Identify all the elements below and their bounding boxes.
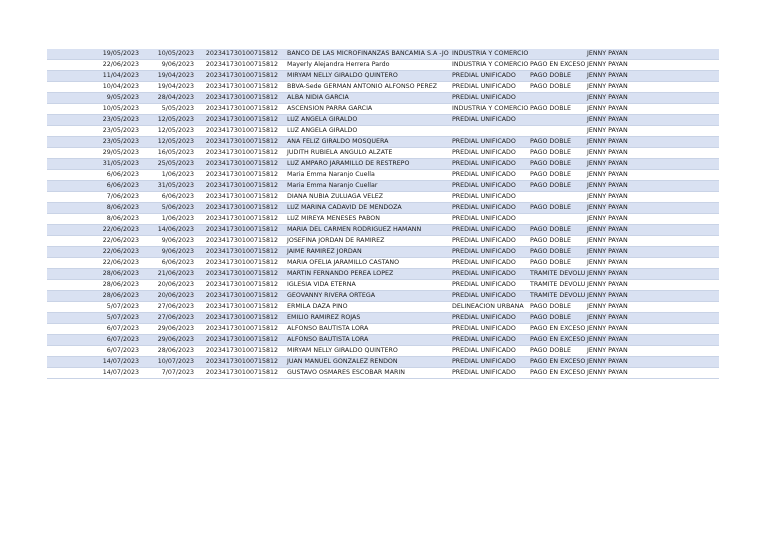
cell-document-date[interactable]: 9/06/2023: [141, 236, 196, 247]
cell-file-number[interactable]: 202341730100715812: [196, 302, 282, 313]
cell-request-type[interactable]: PAGO EN EXCESO: [530, 335, 585, 346]
cell-assigned-to[interactable]: JENNY PAYAN: [585, 258, 647, 269]
cell-tax-type[interactable]: PREDIAL UNIFICADO: [452, 225, 530, 236]
cell-assigned-to[interactable]: JENNY PAYAN: [585, 192, 647, 203]
cell-assigned-to[interactable]: JENNY PAYAN: [585, 302, 647, 313]
cell-assigned-to[interactable]: JENNY PAYAN: [585, 236, 647, 247]
table-row[interactable]: [47, 258, 719, 269]
cell-request-type[interactable]: [530, 126, 585, 137]
cell-assigned-to[interactable]: JENNY PAYAN: [585, 148, 647, 159]
cell-taxpayer-name[interactable]: DIANA NUBIA ZULUAGA VELEZ: [282, 192, 452, 203]
cell-file-number[interactable]: 202341730100715812: [196, 192, 282, 203]
cell-file-number[interactable]: 202341730100715812: [196, 82, 282, 93]
table-row[interactable]: [47, 236, 719, 247]
table-row[interactable]: [47, 192, 719, 203]
table-row[interactable]: [47, 280, 719, 291]
cell-file-number[interactable]: 202341730100715812: [196, 335, 282, 346]
cell-empty[interactable]: [647, 159, 719, 170]
cell-radicado-date[interactable]: 10/04/2023: [47, 82, 141, 93]
cell-request-type[interactable]: PAGO DOBLE: [530, 258, 585, 269]
cell-empty[interactable]: [647, 104, 719, 115]
cell-assigned-to[interactable]: JENNY PAYAN: [585, 159, 647, 170]
cell-document-date[interactable]: 6/06/2023: [141, 192, 196, 203]
cell-empty[interactable]: [647, 137, 719, 148]
cell-request-type[interactable]: TRAMITE DEVOLU: [530, 269, 585, 280]
cell-request-type[interactable]: [530, 115, 585, 126]
cell-taxpayer-name[interactable]: BANCO DE LAS MICROFINANZAS BANCAMIA S.A -JO: [282, 49, 452, 60]
cell-tax-type[interactable]: PREDIAL UNIFICADO: [452, 137, 530, 148]
records-table-body: [47, 49, 719, 379]
cell-tax-type[interactable]: DELINEACION URBANA: [452, 302, 530, 313]
cell-empty[interactable]: [647, 148, 719, 159]
table-row[interactable]: [47, 148, 719, 159]
table-row[interactable]: [47, 181, 719, 192]
cell-taxpayer-name[interactable]: LUZ MIREYA MENESES PABON: [282, 214, 452, 225]
cell-document-date[interactable]: 9/06/2023: [141, 247, 196, 258]
cell-assigned-to[interactable]: JENNY PAYAN: [585, 115, 647, 126]
cell-taxpayer-name[interactable]: MARIA DEL CARMEN RODRIGUEZ HAMANN: [282, 225, 452, 236]
cell-tax-type[interactable]: INDUSTRIA Y COMERCIO: [452, 49, 530, 60]
cell-file-number[interactable]: 202341730100715812: [196, 313, 282, 324]
cell-assigned-to[interactable]: JENNY PAYAN: [585, 225, 647, 236]
cell-radicado-date[interactable]: 5/07/2023: [47, 302, 141, 313]
table-row[interactable]: [47, 225, 719, 236]
cell-empty[interactable]: [647, 236, 719, 247]
cell-file-number[interactable]: 202341730100715812: [196, 280, 282, 291]
cell-file-number[interactable]: 202341730100715812: [196, 214, 282, 225]
cell-assigned-to[interactable]: JENNY PAYAN: [585, 104, 647, 115]
cell-taxpayer-name[interactable]: ALBA NIDIA GARCIA: [282, 93, 452, 104]
table-row[interactable]: [47, 93, 719, 104]
cell-request-type[interactable]: PAGO DOBLE: [530, 159, 585, 170]
cell-document-date[interactable]: 27/06/2023: [141, 302, 196, 313]
cell-file-number[interactable]: 202341730100715812: [196, 181, 282, 192]
cell-request-type[interactable]: [530, 49, 585, 60]
cell-radicado-date[interactable]: 23/05/2023: [47, 126, 141, 137]
cell-tax-type[interactable]: PREDIAL UNIFICADO: [452, 170, 530, 181]
cell-tax-type[interactable]: PREDIAL UNIFICADO: [452, 324, 530, 335]
cell-radicado-date[interactable]: 28/06/2023: [47, 269, 141, 280]
table-row[interactable]: [47, 137, 719, 148]
table-row[interactable]: [47, 368, 719, 379]
cell-empty[interactable]: [647, 258, 719, 269]
cell-taxpayer-name[interactable]: LUZ MARINA CADAVID DE MENDOZA: [282, 203, 452, 214]
cell-assigned-to[interactable]: JENNY PAYAN: [585, 313, 647, 324]
cell-file-number[interactable]: 202341730100715812: [196, 93, 282, 104]
cell-radicado-date[interactable]: 11/04/2023: [47, 71, 141, 82]
table-row[interactable]: [47, 269, 719, 280]
cell-tax-type[interactable]: PREDIAL UNIFICADO: [452, 159, 530, 170]
cell-assigned-to[interactable]: JENNY PAYAN: [585, 346, 647, 357]
cell-empty[interactable]: [647, 93, 719, 104]
cell-taxpayer-name[interactable]: LUZ ANGELA GIRALDO: [282, 126, 452, 137]
cell-taxpayer-name[interactable]: EMILIO RAMIREZ ROJAS: [282, 313, 452, 324]
cell-document-date[interactable]: 29/06/2023: [141, 324, 196, 335]
cell-document-date[interactable]: 27/06/2023: [141, 313, 196, 324]
cell-tax-type[interactable]: PREDIAL UNIFICADO: [452, 346, 530, 357]
cell-assigned-to[interactable]: JENNY PAYAN: [585, 280, 647, 291]
table-row[interactable]: [47, 203, 719, 214]
cell-tax-type[interactable]: INDUSTRIA Y COMERCIO: [452, 104, 530, 115]
cell-radicado-date[interactable]: 22/06/2023: [47, 258, 141, 269]
cell-document-date[interactable]: 25/05/2023: [141, 159, 196, 170]
table-row[interactable]: [47, 115, 719, 126]
cell-request-type[interactable]: TRAMITE DEVOLU: [530, 291, 585, 302]
cell-file-number[interactable]: 202341730100715812: [196, 137, 282, 148]
table-row[interactable]: [47, 71, 719, 82]
cell-radicado-date[interactable]: 14/07/2023: [47, 357, 141, 368]
cell-tax-type[interactable]: PREDIAL UNIFICADO: [452, 247, 530, 258]
cell-document-date[interactable]: 29/06/2023: [141, 335, 196, 346]
cell-tax-type[interactable]: PREDIAL UNIFICADO: [452, 192, 530, 203]
cell-document-date[interactable]: 31/05/2023: [141, 181, 196, 192]
cell-taxpayer-name[interactable]: JOSEFINA JORDAN DE RAMIREZ: [282, 236, 452, 247]
cell-file-number[interactable]: 202341730100715812: [196, 159, 282, 170]
cell-taxpayer-name[interactable]: MIRYAM NELLY GIRALDO QUINTERO: [282, 346, 452, 357]
cell-taxpayer-name[interactable]: ALFONSO BAUTISTA LORA: [282, 324, 452, 335]
cell-file-number[interactable]: 202341730100715812: [196, 49, 282, 60]
cell-request-type[interactable]: PAGO DOBLE: [530, 82, 585, 93]
cell-document-date[interactable]: 16/05/2023: [141, 148, 196, 159]
cell-empty[interactable]: [647, 280, 719, 291]
cell-document-date[interactable]: 14/06/2023: [141, 225, 196, 236]
cell-tax-type[interactable]: [452, 126, 530, 137]
cell-assigned-to[interactable]: JENNY PAYAN: [585, 291, 647, 302]
cell-radicado-date[interactable]: 23/05/2023: [47, 115, 141, 126]
cell-radicado-date[interactable]: 8/06/2023: [47, 203, 141, 214]
cell-tax-type[interactable]: PREDIAL UNIFICADO: [452, 280, 530, 291]
cell-tax-type[interactable]: INDUSTRIA Y COMERCIO: [452, 60, 530, 71]
cell-taxpayer-name[interactable]: ERMILA DAZA PINO: [282, 302, 452, 313]
cell-request-type[interactable]: PAGO DOBLE: [530, 313, 585, 324]
cell-radicado-date[interactable]: 23/05/2023: [47, 137, 141, 148]
cell-radicado-date[interactable]: 6/07/2023: [47, 324, 141, 335]
cell-empty[interactable]: [647, 82, 719, 93]
cell-file-number[interactable]: 202341730100715812: [196, 357, 282, 368]
cell-empty[interactable]: [647, 115, 719, 126]
cell-taxpayer-name[interactable]: ALFONSO BAUTISTA LORA: [282, 335, 452, 346]
cell-assigned-to[interactable]: JENNY PAYAN: [585, 324, 647, 335]
cell-taxpayer-name[interactable]: LUZ ANGELA GIRALDO: [282, 115, 452, 126]
cell-taxpayer-name[interactable]: LUZ AMPARO JARAMILLO DE RESTREPO: [282, 159, 452, 170]
cell-file-number[interactable]: 202341730100715812: [196, 368, 282, 379]
table-row[interactable]: [47, 49, 719, 60]
cell-tax-type[interactable]: PREDIAL UNIFICADO: [452, 93, 530, 104]
cell-empty[interactable]: [647, 291, 719, 302]
cell-request-type[interactable]: TRAMITE DEVOLU: [530, 280, 585, 291]
cell-document-date[interactable]: 28/04/2023: [141, 93, 196, 104]
cell-tax-type[interactable]: PREDIAL UNIFICADO: [452, 71, 530, 82]
cell-assigned-to[interactable]: JENNY PAYAN: [585, 269, 647, 280]
cell-empty[interactable]: [647, 357, 719, 368]
cell-document-date[interactable]: 1/06/2023: [141, 214, 196, 225]
cell-radicado-date[interactable]: 6/06/2023: [47, 170, 141, 181]
table-row[interactable]: [47, 104, 719, 115]
cell-assigned-to[interactable]: JENNY PAYAN: [585, 126, 647, 137]
table-row[interactable]: [47, 82, 719, 93]
cell-empty[interactable]: [647, 214, 719, 225]
cell-assigned-to[interactable]: JENNY PAYAN: [585, 335, 647, 346]
cell-file-number[interactable]: 202341730100715812: [196, 60, 282, 71]
cell-file-number[interactable]: 202341730100715812: [196, 291, 282, 302]
cell-radicado-date[interactable]: 6/07/2023: [47, 335, 141, 346]
cell-tax-type[interactable]: PREDIAL UNIFICADO: [452, 203, 530, 214]
cell-taxpayer-name[interactable]: MARTIN FERNANDO PEREA LOPEZ: [282, 269, 452, 280]
table-row[interactable]: [47, 357, 719, 368]
cell-assigned-to[interactable]: JENNY PAYAN: [585, 137, 647, 148]
cell-radicado-date[interactable]: 10/05/2023: [47, 104, 141, 115]
cell-radicado-date[interactable]: 22/06/2023: [47, 236, 141, 247]
cell-request-type[interactable]: [530, 93, 585, 104]
cell-taxpayer-name[interactable]: JUAN MANUEL GONZALEZ RENDON: [282, 357, 452, 368]
cell-assigned-to[interactable]: JENNY PAYAN: [585, 49, 647, 60]
cell-document-date[interactable]: 6/06/2023: [141, 258, 196, 269]
table-row[interactable]: [47, 346, 719, 357]
cell-document-date[interactable]: 21/06/2023: [141, 269, 196, 280]
cell-empty[interactable]: [647, 225, 719, 236]
cell-taxpayer-name[interactable]: Maria Emma Naranjo Cuellar: [282, 181, 452, 192]
cell-tax-type[interactable]: PREDIAL UNIFICADO: [452, 368, 530, 379]
cell-radicado-date[interactable]: 29/05/2023: [47, 148, 141, 159]
cell-file-number[interactable]: 202341730100715812: [196, 247, 282, 258]
cell-assigned-to[interactable]: JENNY PAYAN: [585, 181, 647, 192]
table-row[interactable]: [47, 170, 719, 181]
cell-radicado-date[interactable]: 7/06/2023: [47, 192, 141, 203]
cell-radicado-date[interactable]: 28/06/2023: [47, 280, 141, 291]
cell-radicado-date[interactable]: 31/05/2023: [47, 159, 141, 170]
cell-file-number[interactable]: 202341730100715812: [196, 203, 282, 214]
cell-file-number[interactable]: 202341730100715812: [196, 236, 282, 247]
cell-tax-type[interactable]: PREDIAL UNIFICADO: [452, 82, 530, 93]
cell-tax-type[interactable]: PREDIAL UNIFICADO: [452, 236, 530, 247]
cell-request-type[interactable]: PAGO DOBLE: [530, 302, 585, 313]
cell-tax-type[interactable]: PREDIAL UNIFICADO: [452, 148, 530, 159]
cell-taxpayer-name[interactable]: JAIME RAMIREZ JORDAN: [282, 247, 452, 258]
cell-taxpayer-name[interactable]: MARIA OFELIA JARAMILLO CASTANO: [282, 258, 452, 269]
cell-assigned-to[interactable]: JENNY PAYAN: [585, 170, 647, 181]
cell-request-type[interactable]: PAGO DOBLE: [530, 203, 585, 214]
cell-assigned-to[interactable]: JENNY PAYAN: [585, 247, 647, 258]
cell-assigned-to[interactable]: JENNY PAYAN: [585, 60, 647, 71]
cell-request-type[interactable]: PAGO EN EXCESO: [530, 357, 585, 368]
cell-document-date[interactable]: 5/05/2023: [141, 104, 196, 115]
cell-tax-type[interactable]: PREDIAL UNIFICADO: [452, 258, 530, 269]
cell-empty[interactable]: [647, 247, 719, 258]
cell-empty[interactable]: [647, 170, 719, 181]
cell-file-number[interactable]: 202341730100715812: [196, 269, 282, 280]
cell-document-date[interactable]: 28/06/2023: [141, 346, 196, 357]
cell-tax-type[interactable]: PREDIAL UNIFICADO: [452, 181, 530, 192]
cell-assigned-to[interactable]: JENNY PAYAN: [585, 357, 647, 368]
cell-assigned-to[interactable]: JENNY PAYAN: [585, 214, 647, 225]
cell-radicado-date[interactable]: 6/07/2023: [47, 346, 141, 357]
cell-document-date[interactable]: 20/06/2023: [141, 291, 196, 302]
cell-radicado-date[interactable]: 19/05/2023: [47, 49, 141, 60]
cell-assigned-to[interactable]: JENNY PAYAN: [585, 93, 647, 104]
cell-document-date[interactable]: 20/06/2023: [141, 280, 196, 291]
cell-tax-type[interactable]: PREDIAL UNIFICADO: [452, 335, 530, 346]
cell-assigned-to[interactable]: JENNY PAYAN: [585, 368, 647, 379]
table-row[interactable]: [47, 302, 719, 313]
cell-document-date[interactable]: 12/05/2023: [141, 126, 196, 137]
cell-radicado-date[interactable]: 6/06/2023: [47, 181, 141, 192]
cell-tax-type[interactable]: PREDIAL UNIFICADO: [452, 115, 530, 126]
cell-request-type[interactable]: PAGO DOBLE: [530, 104, 585, 115]
cell-request-type[interactable]: PAGO DOBLE: [530, 247, 585, 258]
cell-assigned-to[interactable]: JENNY PAYAN: [585, 71, 647, 82]
cell-taxpayer-name[interactable]: BBVA-Sede GERMAN ANTONIO ALFONSO PEREZ: [282, 82, 452, 93]
cell-tax-type[interactable]: PREDIAL UNIFICADO: [452, 291, 530, 302]
cell-tax-type[interactable]: PREDIAL UNIFICADO: [452, 269, 530, 280]
cell-request-type[interactable]: [530, 214, 585, 225]
cell-empty[interactable]: [647, 49, 719, 60]
cell-request-type[interactable]: PAGO EN EXCESO: [530, 60, 585, 71]
cell-radicado-date[interactable]: 22/06/2023: [47, 247, 141, 258]
cell-tax-type[interactable]: PREDIAL UNIFICADO: [452, 357, 530, 368]
cell-document-date[interactable]: 10/07/2023: [141, 357, 196, 368]
cell-empty[interactable]: [647, 60, 719, 71]
cell-empty[interactable]: [647, 269, 719, 280]
cell-document-date[interactable]: 1/06/2023: [141, 170, 196, 181]
cell-empty[interactable]: [647, 324, 719, 335]
cell-taxpayer-name[interactable]: GEOVANNY RIVERA ORTEGA: [282, 291, 452, 302]
cell-file-number[interactable]: 202341730100715812: [196, 126, 282, 137]
cell-empty[interactable]: [647, 126, 719, 137]
cell-assigned-to[interactable]: JENNY PAYAN: [585, 203, 647, 214]
table-row[interactable]: [47, 313, 719, 324]
cell-file-number[interactable]: 202341730100715812: [196, 225, 282, 236]
cell-request-type[interactable]: PAGO DOBLE: [530, 137, 585, 148]
cell-document-date[interactable]: 10/05/2023: [141, 49, 196, 60]
cell-empty[interactable]: [647, 192, 719, 203]
cell-radicado-date[interactable]: 28/06/2023: [47, 291, 141, 302]
cell-document-date[interactable]: 19/04/2023: [141, 71, 196, 82]
cell-document-date[interactable]: 19/04/2023: [141, 82, 196, 93]
cell-taxpayer-name[interactable]: ASCENSION PARRA GARCIA: [282, 104, 452, 115]
cell-request-type[interactable]: PAGO DOBLE: [530, 170, 585, 181]
cell-radicado-date[interactable]: 8/06/2023: [47, 214, 141, 225]
cell-tax-type[interactable]: PREDIAL UNIFICADO: [452, 214, 530, 225]
cell-empty[interactable]: [647, 181, 719, 192]
cell-taxpayer-name[interactable]: ANA FELIZ GIRALDO MOSQUERA: [282, 137, 452, 148]
cell-file-number[interactable]: 202341730100715812: [196, 148, 282, 159]
cell-request-type[interactable]: PAGO DOBLE: [530, 236, 585, 247]
spreadsheet-sheet: [47, 49, 719, 379]
cell-document-date[interactable]: 12/05/2023: [141, 137, 196, 148]
table-row[interactable]: [47, 126, 719, 137]
cell-request-type[interactable]: PAGO DOBLE: [530, 225, 585, 236]
cell-document-date[interactable]: 9/06/2023: [141, 60, 196, 71]
cell-taxpayer-name[interactable]: IGLESIA VIDA ETERNA: [282, 280, 452, 291]
cell-taxpayer-name[interactable]: JUDITH RUBIELA ANGULO ALZATE: [282, 148, 452, 159]
cell-request-type[interactable]: PAGO DOBLE: [530, 71, 585, 82]
cell-empty[interactable]: [647, 302, 719, 313]
cell-file-number[interactable]: 202341730100715812: [196, 258, 282, 269]
cell-request-type[interactable]: PAGO DOBLE: [530, 148, 585, 159]
cell-file-number[interactable]: 202341730100715812: [196, 346, 282, 357]
cell-empty[interactable]: [647, 313, 719, 324]
table-row[interactable]: [47, 324, 719, 335]
cell-document-date[interactable]: 12/05/2023: [141, 115, 196, 126]
table-row[interactable]: [47, 291, 719, 302]
table-row[interactable]: [47, 335, 719, 346]
cell-assigned-to[interactable]: JENNY PAYAN: [585, 82, 647, 93]
cell-document-date[interactable]: 5/06/2023: [141, 203, 196, 214]
cell-file-number[interactable]: 202341730100715812: [196, 115, 282, 126]
table-row[interactable]: [47, 247, 719, 258]
cell-request-type[interactable]: PAGO DOBLE: [530, 346, 585, 357]
cell-empty[interactable]: [647, 71, 719, 82]
cell-radicado-date[interactable]: 22/06/2023: [47, 60, 141, 71]
cell-document-date[interactable]: 7/07/2023: [141, 368, 196, 379]
cell-request-type[interactable]: [530, 192, 585, 203]
table-row[interactable]: [47, 159, 719, 170]
cell-taxpayer-name[interactable]: Mayerly Alejandra Herrera Pardo: [282, 60, 452, 71]
cell-taxpayer-name[interactable]: GUSTAVO OSMARES ESCOBAR MARIN: [282, 368, 452, 379]
cell-file-number[interactable]: 202341730100715812: [196, 324, 282, 335]
cell-request-type[interactable]: PAGO EN EXCESO: [530, 324, 585, 335]
cell-request-type[interactable]: PAGO DOBLE: [530, 181, 585, 192]
cell-taxpayer-name[interactable]: Maria Emma Naranjo Cuella: [282, 170, 452, 181]
cell-radicado-date[interactable]: 22/06/2023: [47, 225, 141, 236]
records-table: [47, 49, 719, 379]
cell-taxpayer-name[interactable]: MIRYAM NELLY GIRALDO QUINTERO: [282, 71, 452, 82]
cell-radicado-date[interactable]: 5/07/2023: [47, 313, 141, 324]
cell-radicado-date[interactable]: 9/05/2023: [47, 93, 141, 104]
cell-empty[interactable]: [647, 346, 719, 357]
cell-file-number[interactable]: 202341730100715812: [196, 104, 282, 115]
cell-empty[interactable]: [647, 368, 719, 379]
cell-file-number[interactable]: 202341730100715812: [196, 170, 282, 181]
table-row[interactable]: [47, 60, 719, 71]
cell-tax-type[interactable]: PREDIAL UNIFICADO: [452, 313, 530, 324]
cell-empty[interactable]: [647, 335, 719, 346]
cell-radicado-date[interactable]: 14/07/2023: [47, 368, 141, 379]
table-row[interactable]: [47, 214, 719, 225]
cell-empty[interactable]: [647, 203, 719, 214]
cell-file-number[interactable]: 202341730100715812: [196, 71, 282, 82]
cell-request-type[interactable]: PAGO EN EXCESO: [530, 368, 585, 379]
